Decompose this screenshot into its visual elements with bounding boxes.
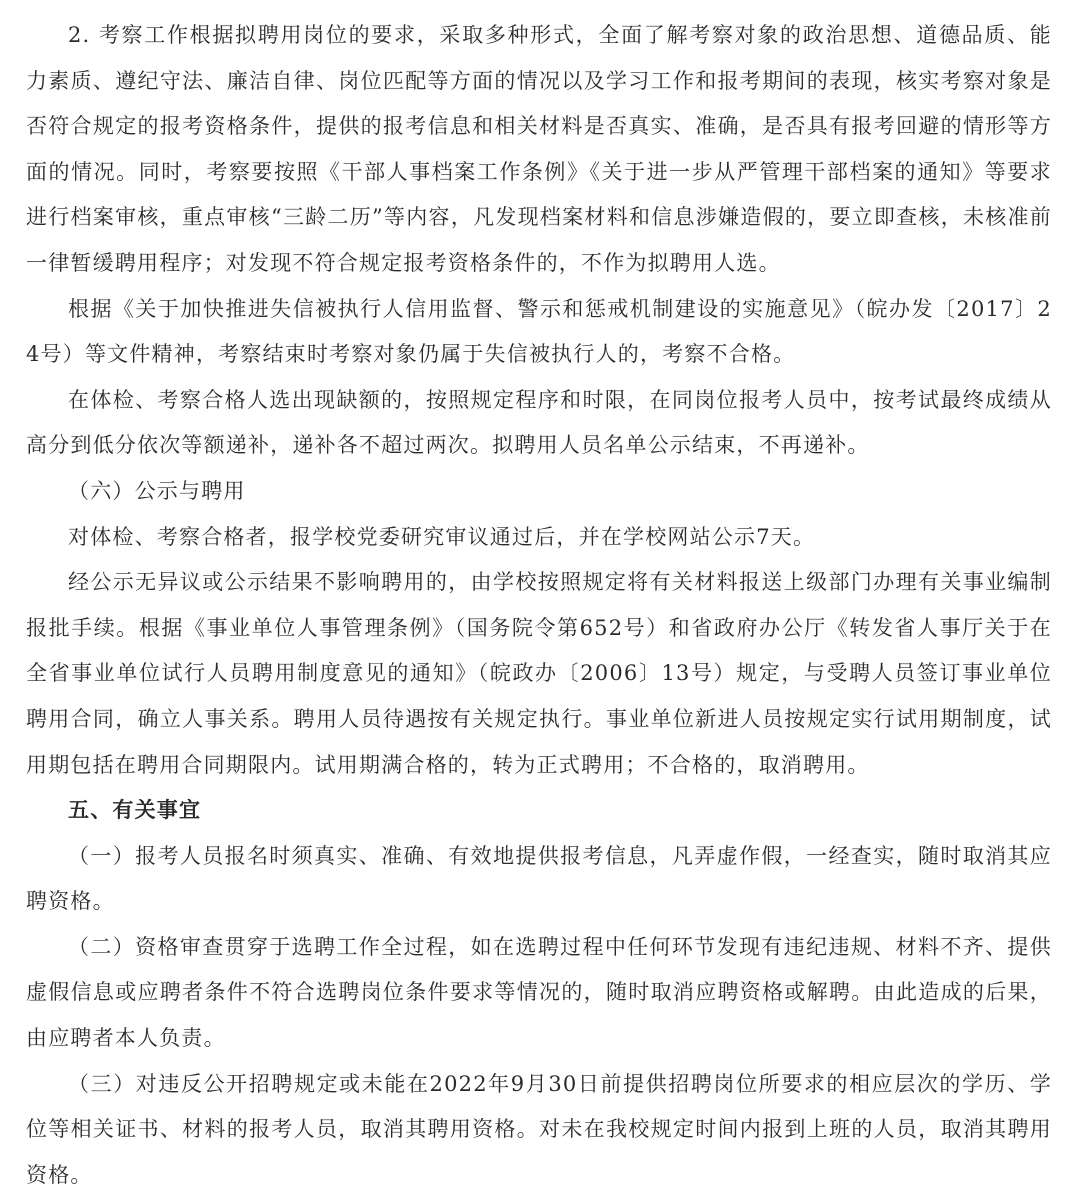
paragraph-hiring-procedure: 经公示无异议或公示结果不影响聘用的，由学校按照规定将有关材料报送上级部门办理有关事业编制报批手续。根据《事业单位人事管理条例》（国务院令第652号）和省政府办公厅《转发省人事厅关于在全省事业单位试行人员聘用制度意见的通知》（皖政办〔2006〕13号）规定，与受聘人员签订事业单位聘用合同，确立人事关系。聘用人员待遇按有关规定执行。事业单位新进人员按规定实行试用期制度，试用期包括在聘用合同期限内。试用期满合格的，转为正式聘用；不合格的，取消聘用。 [26,570,1052,777]
paragraph-publicity: 对体检、考察合格者，报学校党委研究审议通过后，并在学校网站公示7天。 [68,524,816,549]
paragraph-inspection-work: 2. 考察工作根据拟聘用岗位的要求，采取多种形式，全面了解考察对象的政治思想、道德品质、能力素质、遵纪守法、廉洁自律、岗位匹配等方面的情况以及学习工作和报考期间的表现，核实考察对象是否符合规定的报考资格条件，提供的报考信息和相关材料是否真实、准确，是否具有报考回避的情形等方面的情况。同时，考察要按照《干部人事档案工作条例》《关于进一步从严管理干部档案的通知》等要求进行档案审核，重点审核“三龄二历”等内容，凡发现档案材料和信息涉嫌造假的，要立即查核，未核准前一律暂缓聘用程序；对发现不符合规定报考资格条件的，不作为拟聘用人选。 [26,23,1052,275]
item-qualification-review: （二）资格审查贯穿于选聘工作全过程，如在选聘过程中任何环节发现有违纪违规、材料不齐、提供虚假信息或应聘者条件不符合选聘岗位条件要求等情况的，随时取消应聘资格或解聘。由此造成的后果，由应聘者本人负责。 [26,934,1052,1051]
paragraph-vacancy-replacement: 在体检、考察合格人选出现缺额的，按照规定程序和时限，在同岗位报考人员中，按考试最终成绩从高分到低分依次等额递补，递补各不超过两次。拟聘用人员名单公示结束，不再递补。 [26,387,1052,458]
subheading-publicity-hiring: （六）公示与聘用 [68,478,246,503]
document-body [26,0,1052,1198]
section-heading-related-matters: 五、有关事宜 [68,798,202,823]
item-certificate-deadline: （三）对违反公开招聘规定或未能在2022年9月30日前提供招聘岗位所要求的相应层次的学历、学位等相关证书、材料的报考人员，取消其聘用资格。对未在我校规定时间内报到上班的人员，取消其聘用资格。 [26,1071,1052,1187]
item-truthful-info: （一）报考人员报名时须真实、准确、有效地提供报考信息，凡弄虚作假，一经查实，随时取消其应聘资格。 [26,843,1052,914]
paragraph-credit-default: 根据《关于加快推进失信被执行人信用监督、警示和惩戒机制建设的实施意见》（皖办发〔2017〕24号）等文件精神，考察结束时考察对象仍属于失信被执行人的，考察不合格。 [26,296,1052,367]
